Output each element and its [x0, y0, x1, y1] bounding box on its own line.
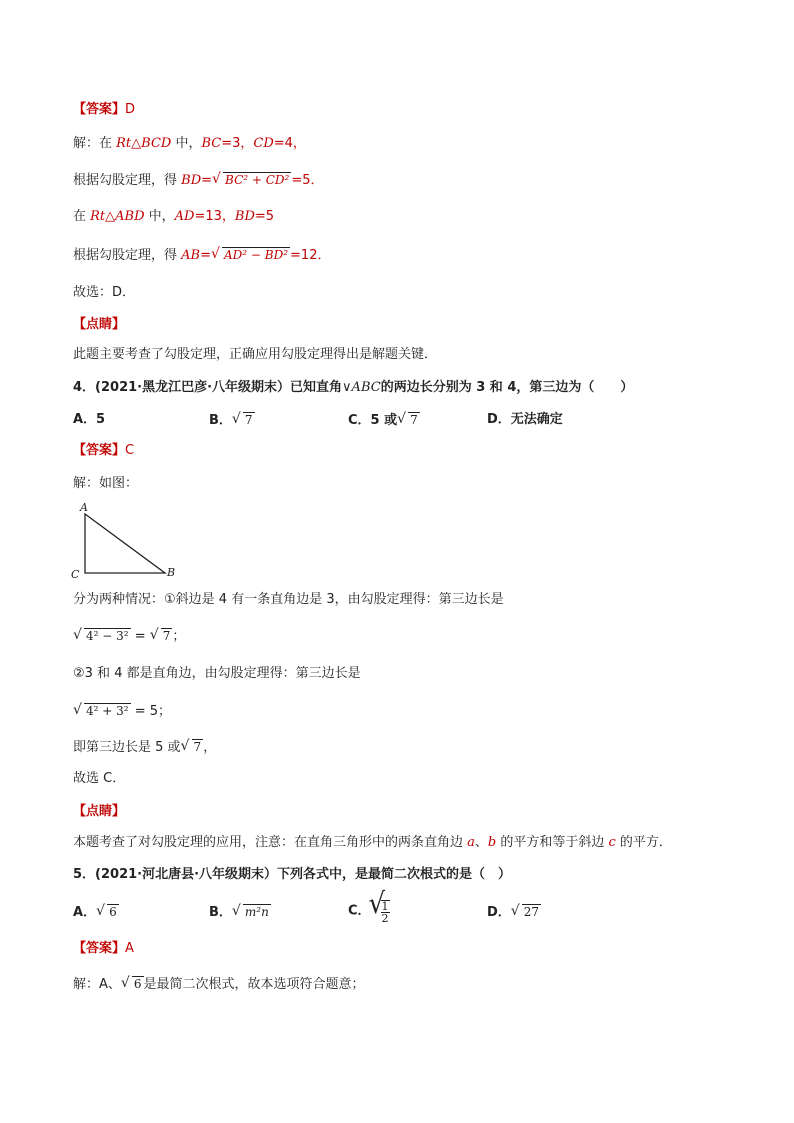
option-d: D．√ 27 [487, 903, 541, 922]
option-d: D．无法确定 [487, 412, 563, 427]
question-stem: 5．(2021·河北唐县·八年级期末）下列各式中，是最简二次根式的是（ ） [73, 867, 512, 882]
option-b: B．√ 7 [209, 411, 255, 430]
vertex-c-label: C [71, 568, 80, 581]
solution-line: 根据勾股定理，得 BD=√ BC² + CD² =5． [73, 171, 324, 190]
sqrt-expression: √ AD² − BD² [213, 246, 290, 265]
vertex-a-label: A [80, 501, 88, 514]
answer-tag: 【答案】 [73, 102, 126, 117]
solution-line: 解：在 Rt△BCD 中，BC=3，CD=4， [73, 136, 306, 151]
solution-line: 解：如图： [73, 476, 139, 491]
option-b: B．√ m²n [209, 903, 271, 922]
option-a: A．√ 6 [73, 903, 119, 922]
vertex-b-label: B [167, 566, 176, 579]
answer-line: 【答案】C [73, 443, 135, 458]
solution-line: 根据勾股定理，得 AB=√ AD² − BD² =12． [73, 246, 330, 265]
solution-line: 即第三边长是 5 或√ 7 ， [73, 738, 216, 757]
option-a: A．5 [73, 412, 106, 427]
sqrt-expression: √ BC² + CD² [214, 171, 291, 190]
solution-line: 解：A、√ 6 是最简二次根式，故本选项符合题意； [73, 975, 365, 994]
question-stem: 4．(2021·黑龙江巴彦·八年级期末）已知直角∨ABC的两边长分别为 3 和 4，第三边为（ ） [73, 380, 634, 395]
answer-line: 【答案】A [73, 941, 134, 956]
option-c: C．5 或√ 7 [348, 411, 420, 430]
answer-value: D [125, 102, 136, 117]
solution-line: √ 4² + 3² = 5； [73, 702, 171, 721]
right-triangle [85, 514, 165, 573]
note-text: 本题考查了对勾股定理的应用，注意：在直角三角形中的两条直角边 a、b 的平方和等于斜边 c 的平方． [73, 835, 672, 850]
solution-line: 在 Rt△ABD 中，AD=13，BD=5 [73, 209, 275, 224]
answer-line [73, 101, 135, 119]
note-tag: 【点睛】 [73, 317, 126, 332]
note-text: 此题主要考查了勾股定理，正确应用勾股定理得出是解题关键． [73, 347, 438, 362]
note-tag: 【点睛】 [73, 804, 126, 819]
solution-line: 故选 C． [73, 771, 126, 786]
solution-line: √ 4² − 3² = √ 7 ； [73, 627, 185, 646]
solution-line: 分为两种情况：①斜边是 4 有一条直角边是 3，由勾股定理得：第三边长是 [73, 592, 504, 607]
option-c: C． √ $\frac{1}{2}$ [348, 898, 390, 924]
triangle-figure [68, 500, 183, 582]
solution-line: ②3 和 4 都是直角边，由勾股定理得：第三边长是 [73, 666, 361, 681]
solution-line: 故选：D． [73, 285, 136, 300]
